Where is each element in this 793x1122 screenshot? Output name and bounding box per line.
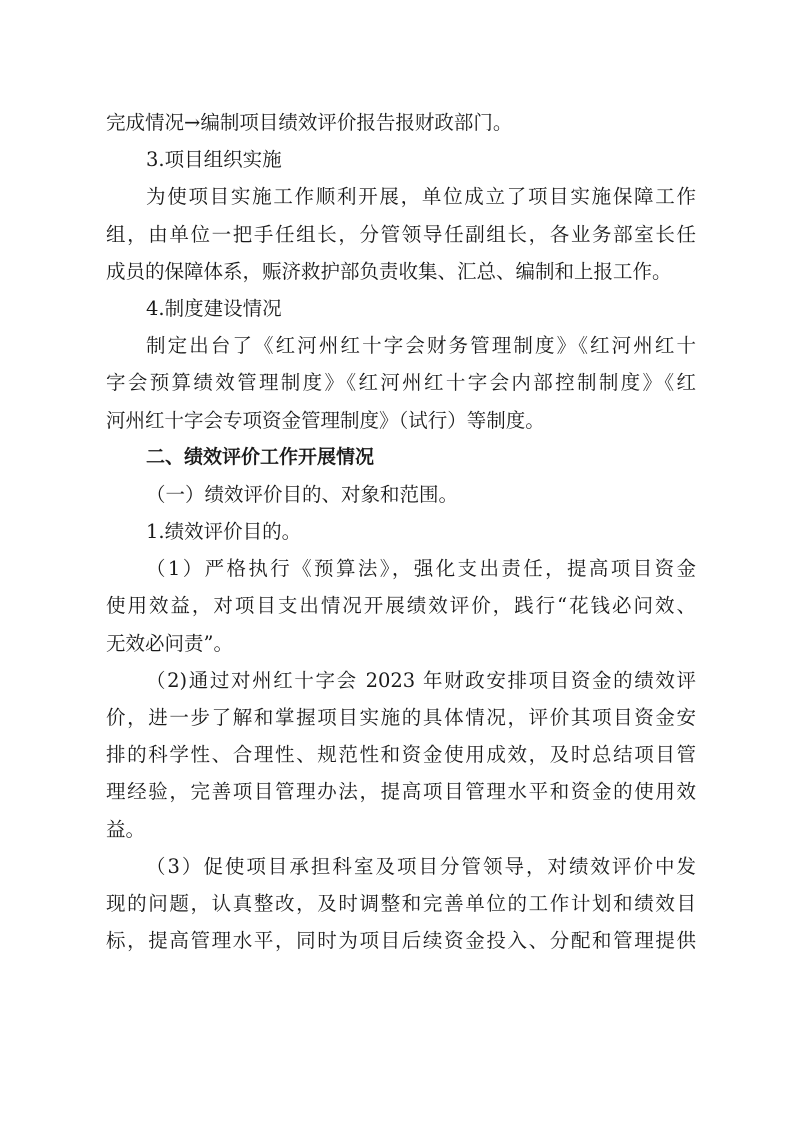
text-line: 1.绩效评价目的。 [146,520,302,544]
text-line: 理经验，完善项目管理办法，提高项目管理水平和资金的使用效 [106,780,696,804]
body-text [106,104,696,959]
text-line: 现的问题，认真整改，及时调整和完善单位的工作计划和绩效目 [106,891,696,915]
text-line: 标，提高管理水平，同时为项目后续资金投入、分配和管理提供 [106,929,696,953]
text-line: （1）严格执行《预算法》，强化支出责任，提高项目资金 [146,557,696,581]
text-line: 河州红十字会专项资金管理制度》（试行）等制度。 [106,408,545,432]
text-line: 价，进一步了解和掌握项目实施的具体情况，评价其项目资金安 [106,706,696,729]
text-line: 无效必问责”。 [106,631,233,655]
text-line: 成员的保障体系，赈济救护部负责收集、汇总、编制和上报工作。 [106,259,672,283]
text-line: 为使项目实施工作顺利开展，单位成立了项目实施保障工作 [146,185,696,209]
text-line: （一）绩效评价目的、对象和范围。 [146,482,459,506]
text-line: 使用效益，对项目支出情况开展绩效评价，践行“花钱必问效、 [106,594,696,618]
text-line: （2)通过对州红十字会 2023 年财政安排项目资金的绩效评 [146,668,696,692]
text-line: 排的科学性、合理性、规范性和资金使用成效，及时总结项目管 [106,743,696,767]
text-line: （3）促使项目承担科室及项目分管领导，对绩效评价中发 [146,854,696,878]
section-heading: 二、绩效评价工作开展情况 [146,445,375,468]
text-line: 3.项目组织实施 [146,148,282,172]
text-line: 4.制度建设情况 [146,296,282,320]
text-line: 完成情况→编制项目绩效评价报告报财政部门。 [106,111,513,134]
text-line: 组，由单位一把手任组长，分管领导任副组长，各业务部室长任 [106,222,696,246]
text-line: 字会预算绩效管理制度》《红河州红十字会内部控制制度》《红 [106,371,696,395]
text-line: 益。 [106,817,146,841]
text-line: 制定出台了《红河州红十字会财务管理制度》《红河州红十 [146,334,696,358]
